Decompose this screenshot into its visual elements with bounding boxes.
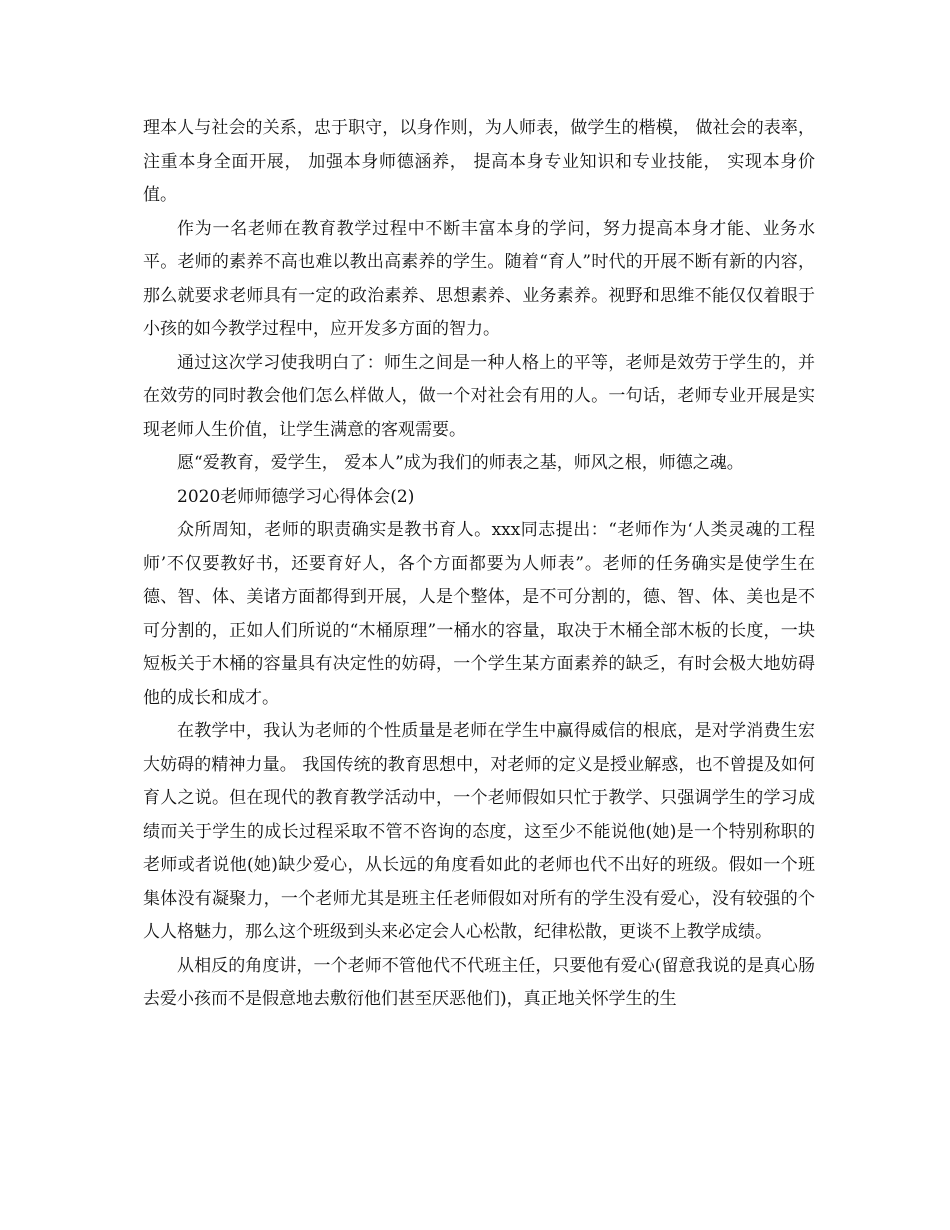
paragraph: 通过这次学习使我明白了：师生之间是一种人格上的平等，老师是效劳于学生的，并在效劳的同时教会他们怎么样做人，做一个对社会有用的人。一句话，老师专业开展是实现老师人生价值，让学生满意的客观需要。 [143, 352, 815, 440]
paragraph: 众所周知，老师的职责确实是教书育人。xxx同志提出：“老师作为‘人类灵魂的工程师’不仅要教好书，还要育好人，各个方面都要为人师表”。老师的任务确实是使学生在德、智、体、美诸方面都得到开展，人是个整体，是不可分割的，德、智、体、美也是不可分割的，正如人们所说的“木桶原理”一桶水的容量，取决于木桶全部木板的长度，一块短板关于木桶的容量具有决定性的妨碍，一个学生某方面素养的缺乏，有时会极大地妨碍他的成长和成才。 [143, 520, 815, 708]
paragraph: 愿“爱教育，爱学生， 爱本人”成为我们的师表之基，师风之根，师德之魂。 [177, 453, 744, 473]
document-body [143, 112, 815, 1017]
paragraph: 从相反的角度讲，一个老师不管他代不代班主任，只要他有爱心(留意我说的是真心肠去爱小孩而不是假意地去敷衍他们甚至厌恶他们)，真正地关怀学生的生 [143, 955, 815, 1009]
paragraph-continuation: 理本人与社会的关系，忠于职守，以身作则，为人师表，做学生的楷模， 做社会的表率，注重本身全面开展， 加强本身师德涵养， 提高本身专业知识和专业技能， 实现本身价值。 [143, 118, 815, 205]
paragraph: 作为一名老师在教育教学过程中不断丰富本身的学问，努力提高本身才能、业务水平。老师的素养不高也难以教出高素养的学生。随着“育人”时代的开展不断有新的内容，那么就要求老师具有一定的政治素养、思想素养、业务素养。视野和思维不能仅仅着眼于小孩的如今教学过程中，应开发多方面的智力。 [143, 218, 815, 339]
section-heading: 2020老师师德学习心得体会(2) [177, 486, 415, 507]
paragraph: 在教学中，我认为老师的个性质量是老师在学生中赢得威信的根底，是对学消费生宏大妨碍的精神力量。 我国传统的教育思想中，对老师的定义是授业解惑，也不曾提及如何育人之说。但在现代的教育教学活动中，一个老师假如只忙于教学、只强调学生的学习成绩而关于学生的成长过程采取不管不咨询的态度，这至少不能说他(她)是一个特别称职的老师或者说他(她)缺少爱心，从长远的角度看如此的老师也代不出好的班级。假如一个班集体没有凝聚力，一个老师尤其是班主任老师假如对所有的学生没有爱心，没有较强的个人人格魅力，那么这个班级到头来必定会人心松散，纪律松散，更谈不上教学成绩。 [143, 721, 815, 942]
